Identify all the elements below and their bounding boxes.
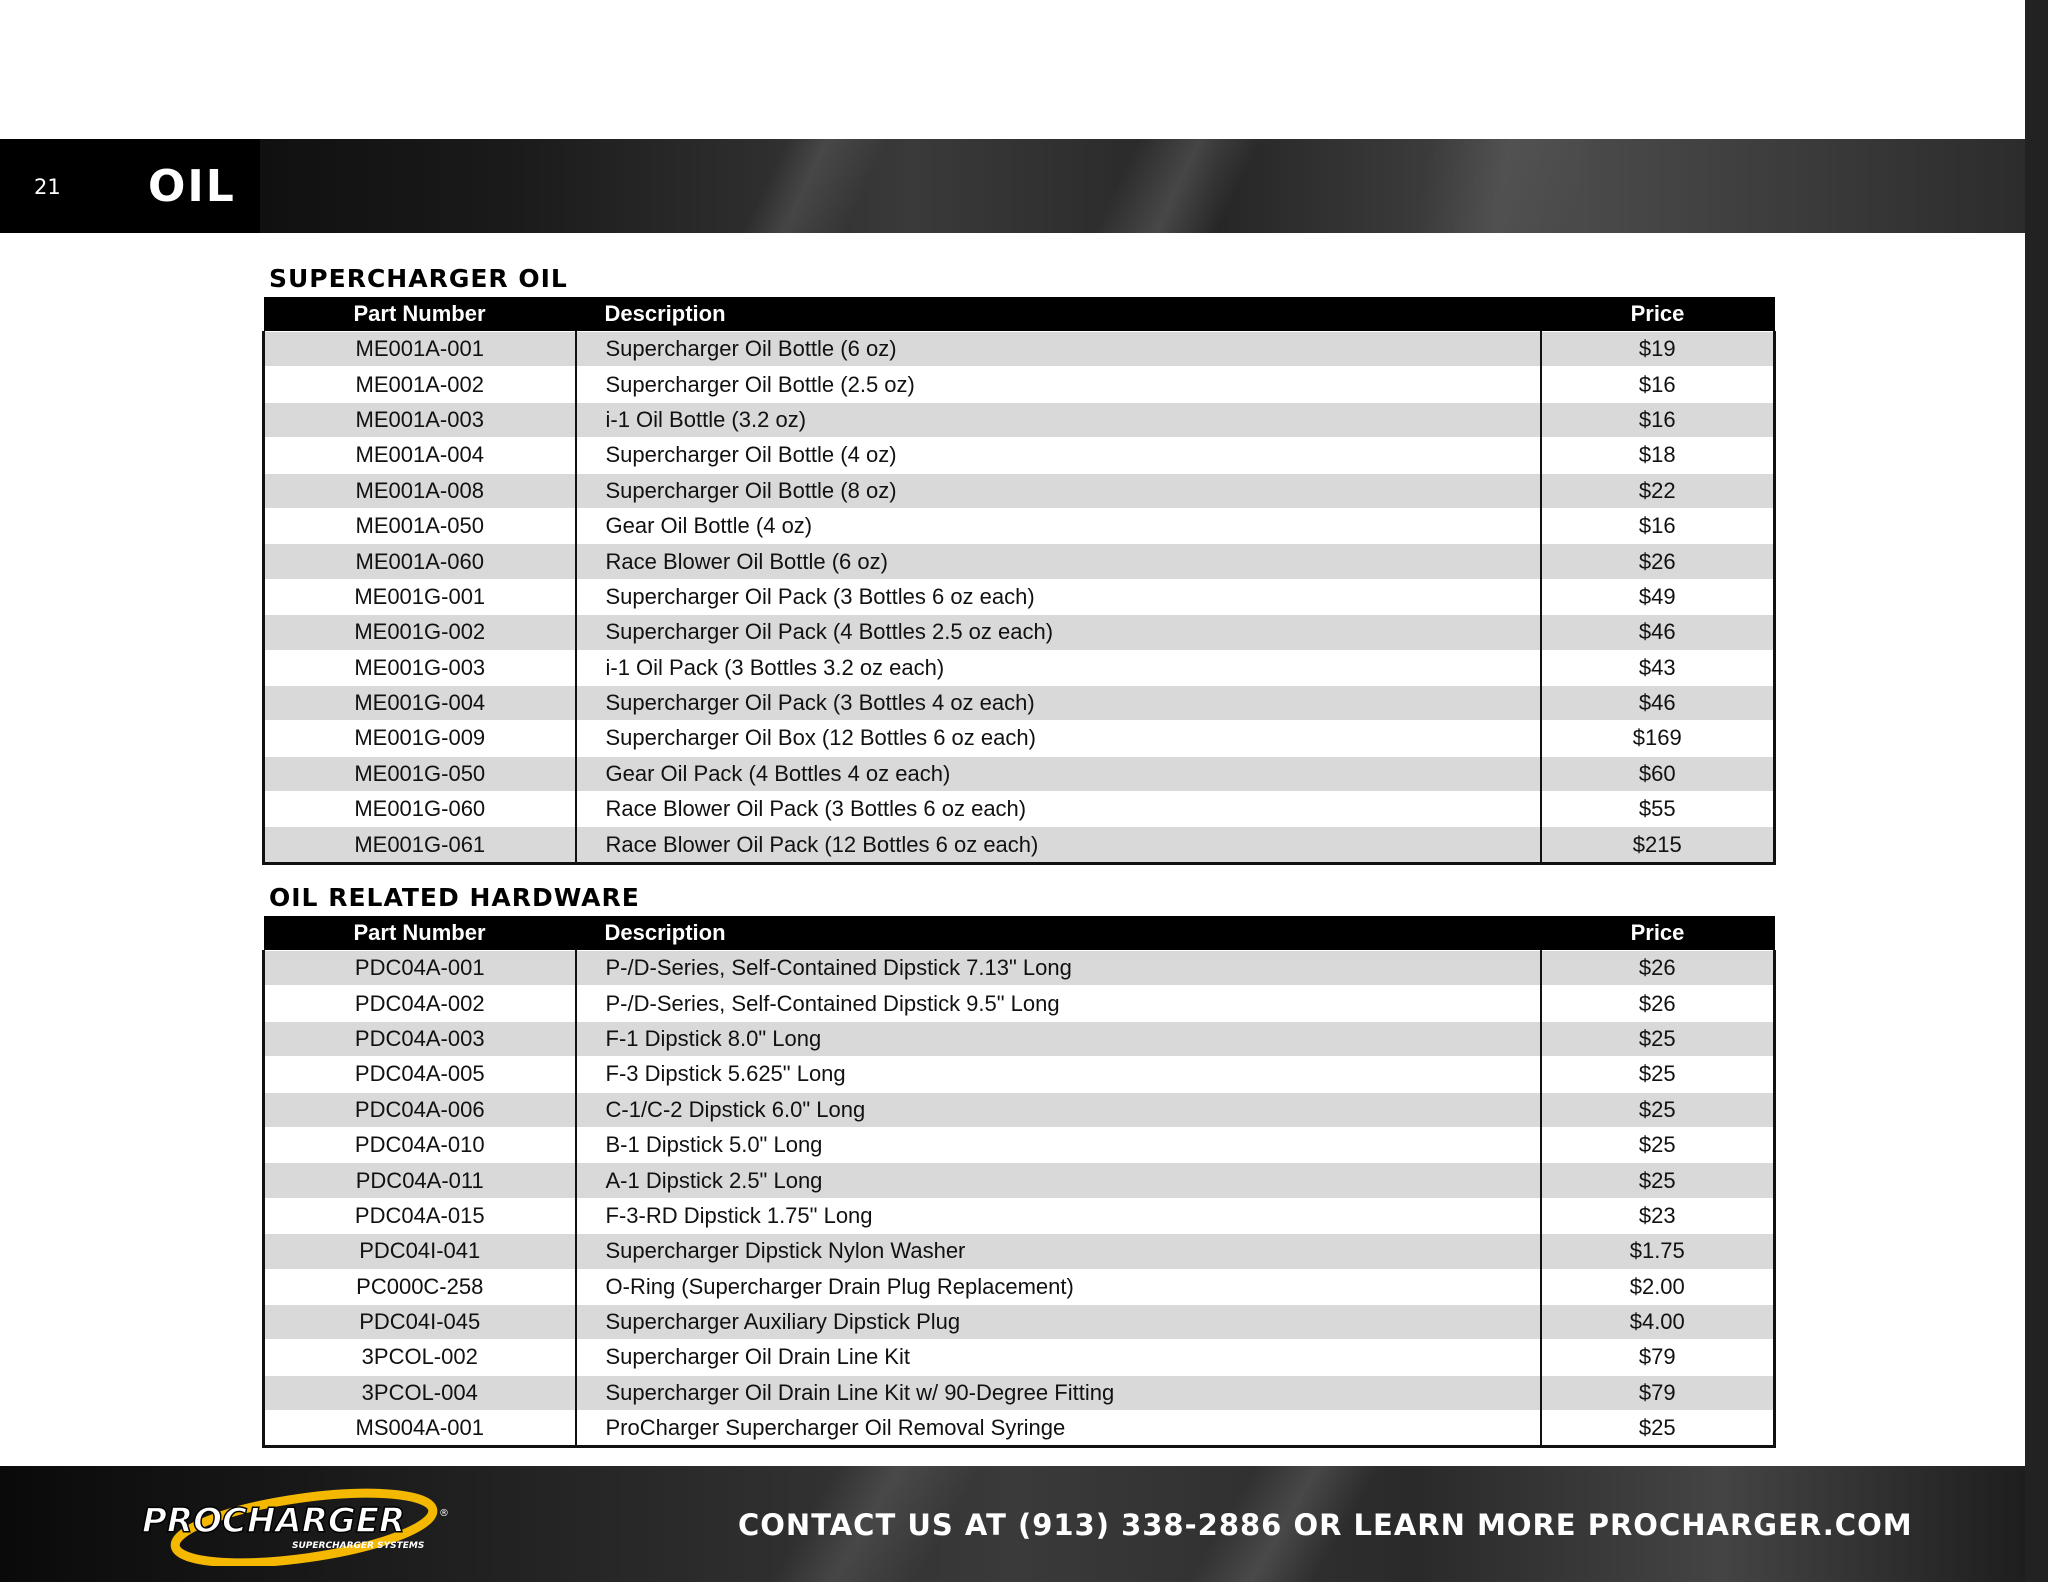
description-cell: Supercharger Oil Drain Line Kit w/ 90-Degree Fitting [576, 1375, 1541, 1410]
page-number: 21 [34, 175, 61, 199]
part-number-cell: PDC04A-006 [264, 1092, 576, 1127]
logo-tagline: SUPERCHARGER SYSTEMS [292, 1541, 425, 1551]
price-cell: $25 [1541, 1163, 1775, 1198]
oil-related-hardware-table [262, 916, 1776, 1448]
price-cell: $23 [1541, 1198, 1775, 1233]
part-number-cell: PDC04A-010 [264, 1127, 576, 1162]
price-cell: $26 [1541, 951, 1775, 986]
table-row [264, 508, 1775, 543]
description-cell: F-3 Dipstick 5.625" Long [576, 1057, 1541, 1092]
part-number-cell: ME001G-050 [264, 756, 576, 791]
description-cell: P-/D-Series, Self-Contained Dipstick 9.5" Long [576, 986, 1541, 1021]
part-number-cell: MS004A-001 [264, 1411, 576, 1447]
table-row [264, 792, 1775, 827]
table-row [264, 1411, 1775, 1447]
contact-info: CONTACT US AT (913) 338-2886 OR LEARN MORE PROCHARGER.COM [738, 1508, 1913, 1542]
column-header-description: Description [576, 916, 1541, 951]
table-row [264, 402, 1775, 437]
table-row [264, 544, 1775, 579]
description-cell: Supercharger Oil Drain Line Kit [576, 1340, 1541, 1375]
right-edge-strip [2025, 0, 2048, 1582]
table-row [264, 1304, 1775, 1339]
description-cell: C-1/C-2 Dipstick 6.0" Long [576, 1092, 1541, 1127]
part-number-cell: ME001A-060 [264, 544, 576, 579]
part-number-cell: ME001A-008 [264, 473, 576, 508]
page-footer-band [0, 1466, 2025, 1582]
description-cell: P-/D-Series, Self-Contained Dipstick 7.13" Long [576, 951, 1541, 986]
part-number-cell: ME001A-002 [264, 367, 576, 402]
part-number-cell: 3PCOL-004 [264, 1375, 576, 1410]
part-number-cell: ME001G-003 [264, 650, 576, 685]
description-cell: F-3-RD Dipstick 1.75" Long [576, 1198, 1541, 1233]
part-number-cell: PDC04A-005 [264, 1057, 576, 1092]
price-cell: $16 [1541, 367, 1775, 402]
description-cell: O-Ring (Supercharger Drain Plug Replacement) [576, 1269, 1541, 1304]
part-number-cell: ME001G-009 [264, 721, 576, 756]
description-cell: Supercharger Oil Pack (4 Bottles 2.5 oz each) [576, 615, 1541, 650]
description-cell: Race Blower Oil Pack (12 Bottles 6 oz each) [576, 827, 1541, 863]
table-row [264, 1021, 1775, 1056]
price-cell: $26 [1541, 544, 1775, 579]
table-row [264, 685, 1775, 720]
description-cell: Supercharger Oil Bottle (8 oz) [576, 473, 1541, 508]
table-row [264, 473, 1775, 508]
price-cell: $18 [1541, 438, 1775, 473]
price-cell: $26 [1541, 986, 1775, 1021]
price-cell: $16 [1541, 508, 1775, 543]
table-row [264, 1127, 1775, 1162]
table-row [264, 438, 1775, 473]
part-number-cell: ME001G-061 [264, 827, 576, 863]
column-header-part-number: Part Number [264, 916, 576, 951]
price-cell: $55 [1541, 792, 1775, 827]
part-number-cell: PDC04A-003 [264, 1021, 576, 1056]
price-cell: $46 [1541, 685, 1775, 720]
part-number-cell: PDC04A-002 [264, 986, 576, 1021]
table-row [264, 1340, 1775, 1375]
table-row [264, 951, 1775, 986]
part-number-cell: ME001A-004 [264, 438, 576, 473]
price-cell: $4.00 [1541, 1304, 1775, 1339]
price-cell: $169 [1541, 721, 1775, 756]
column-header-part-number: Part Number [264, 297, 576, 332]
price-cell: $22 [1541, 473, 1775, 508]
part-number-cell: ME001G-002 [264, 615, 576, 650]
description-cell: A-1 Dipstick 2.5" Long [576, 1163, 1541, 1198]
description-cell: Supercharger Dipstick Nylon Washer [576, 1234, 1541, 1269]
part-number-cell: PDC04I-045 [264, 1304, 576, 1339]
part-number-cell: ME001G-060 [264, 792, 576, 827]
description-cell: Gear Oil Bottle (4 oz) [576, 508, 1541, 543]
table-row [264, 1092, 1775, 1127]
price-cell: $2.00 [1541, 1269, 1775, 1304]
price-cell: $25 [1541, 1057, 1775, 1092]
table-title-oil-related-hardware: OIL RELATED HARDWARE [269, 883, 640, 912]
table-row [264, 579, 1775, 614]
part-number-cell: PDC04A-011 [264, 1163, 576, 1198]
table-header-row [264, 916, 1775, 951]
column-header-description: Description [576, 297, 1541, 332]
table-row [264, 650, 1775, 685]
description-cell: Supercharger Oil Box (12 Bottles 6 oz each) [576, 721, 1541, 756]
price-cell: $25 [1541, 1092, 1775, 1127]
description-cell: F-1 Dipstick 8.0" Long [576, 1021, 1541, 1056]
description-cell: ProCharger Supercharger Oil Removal Syringe [576, 1411, 1541, 1447]
table-row [264, 332, 1775, 367]
part-number-cell: ME001G-004 [264, 685, 576, 720]
price-cell: $49 [1541, 579, 1775, 614]
price-cell: $25 [1541, 1411, 1775, 1447]
part-number-cell: PC000C-258 [264, 1269, 576, 1304]
part-number-cell: ME001A-001 [264, 332, 576, 367]
price-cell: $215 [1541, 827, 1775, 863]
price-cell: $16 [1541, 402, 1775, 437]
table-row [264, 827, 1775, 863]
table-row [264, 367, 1775, 402]
part-number-cell: PDC04A-015 [264, 1198, 576, 1233]
price-cell: $43 [1541, 650, 1775, 685]
table-row [264, 1198, 1775, 1233]
price-cell: $1.75 [1541, 1234, 1775, 1269]
table-row [264, 721, 1775, 756]
part-number-cell: PDC04I-041 [264, 1234, 576, 1269]
description-cell: i-1 Oil Bottle (3.2 oz) [576, 402, 1541, 437]
price-cell: $60 [1541, 756, 1775, 791]
logo-wordmark: PROCHARGER [142, 1501, 406, 1541]
part-number-cell: 3PCOL-002 [264, 1340, 576, 1375]
description-cell: Race Blower Oil Bottle (6 oz) [576, 544, 1541, 579]
price-cell: $25 [1541, 1021, 1775, 1056]
price-cell: $79 [1541, 1375, 1775, 1410]
page-header-band [0, 139, 2025, 233]
table-row [264, 1375, 1775, 1410]
table-row [264, 615, 1775, 650]
table-title-supercharger-oil: SUPERCHARGER OIL [269, 264, 568, 293]
price-cell: $79 [1541, 1340, 1775, 1375]
table-row [264, 986, 1775, 1021]
part-number-cell: ME001G-001 [264, 579, 576, 614]
description-cell: Supercharger Auxiliary Dipstick Plug [576, 1304, 1541, 1339]
table-row [264, 1163, 1775, 1198]
description-cell: B-1 Dipstick 5.0" Long [576, 1127, 1541, 1162]
price-cell: $25 [1541, 1127, 1775, 1162]
procharger-logo [134, 1486, 464, 1566]
description-cell: Supercharger Oil Pack (3 Bottles 4 oz each) [576, 685, 1541, 720]
procharger-logo-graphic [134, 1486, 464, 1566]
part-number-cell: PDC04A-001 [264, 951, 576, 986]
description-cell: Supercharger Oil Bottle (6 oz) [576, 332, 1541, 367]
description-cell: Supercharger Oil Bottle (2.5 oz) [576, 367, 1541, 402]
description-cell: Supercharger Oil Bottle (4 oz) [576, 438, 1541, 473]
part-number-cell: ME001A-050 [264, 508, 576, 543]
table-header-row [264, 297, 1775, 332]
description-cell: i-1 Oil Pack (3 Bottles 3.2 oz each) [576, 650, 1541, 685]
part-number-cell: ME001A-003 [264, 402, 576, 437]
description-cell: Supercharger Oil Pack (3 Bottles 6 oz each) [576, 579, 1541, 614]
table-row [264, 1057, 1775, 1092]
description-cell: Gear Oil Pack (4 Bottles 4 oz each) [576, 756, 1541, 791]
supercharger-oil-table [262, 297, 1776, 865]
column-header-price: Price [1541, 916, 1775, 951]
price-cell: $46 [1541, 615, 1775, 650]
price-cell: $19 [1541, 332, 1775, 367]
table-row [264, 756, 1775, 791]
logo-registered: ® [439, 1508, 449, 1519]
column-header-price: Price [1541, 297, 1775, 332]
table-row [264, 1234, 1775, 1269]
description-cell: Race Blower Oil Pack (3 Bottles 6 oz each) [576, 792, 1541, 827]
table-row [264, 1269, 1775, 1304]
section-title: OIL [148, 161, 236, 212]
